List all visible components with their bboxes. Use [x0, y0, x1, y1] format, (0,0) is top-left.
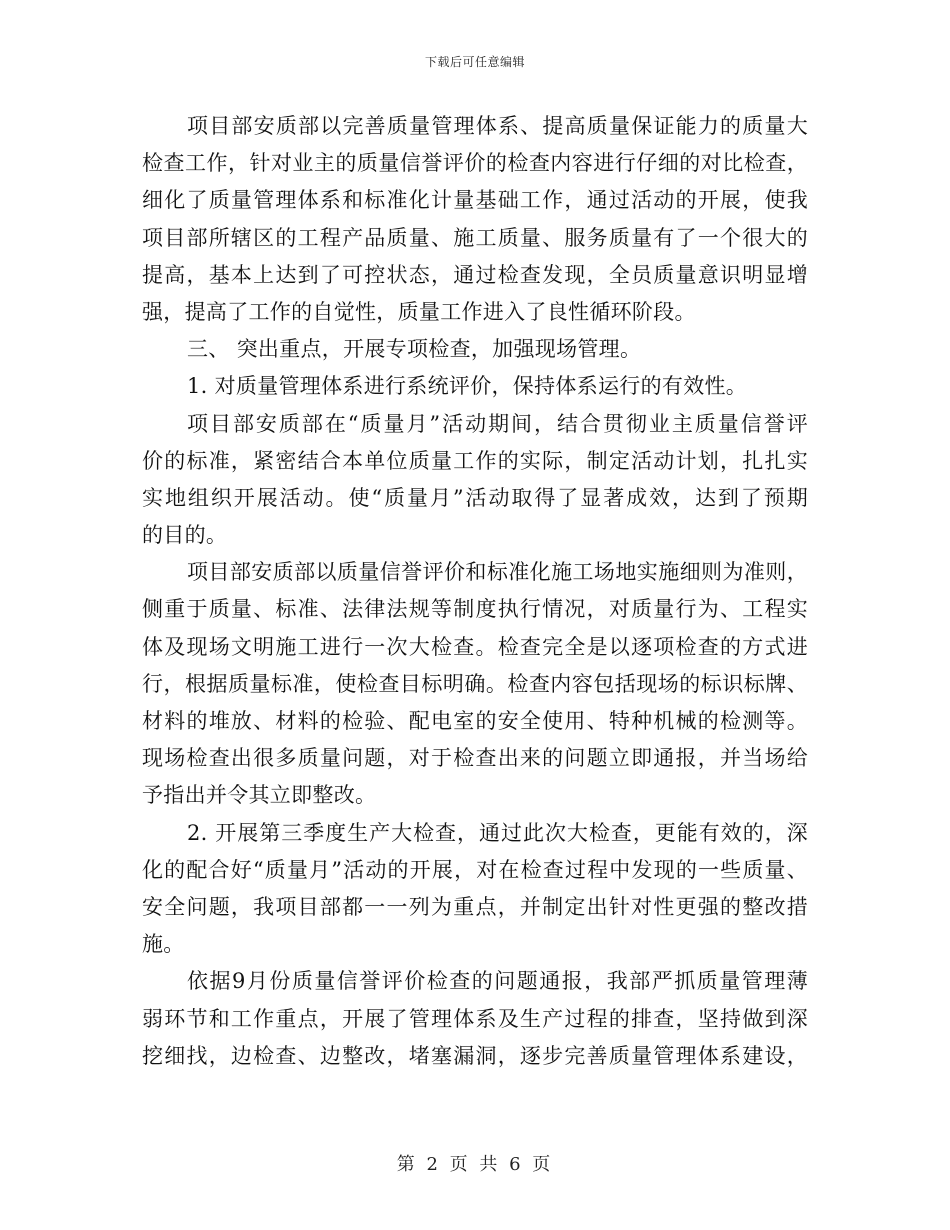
text-line: 实地组织开展活动。使“质量月”活动取得了显著成效，达到了预期 [142, 485, 808, 510]
text-line: 行，根据质量标准，使检查目标明确。检查内容包括现场的标识标牌、 [142, 671, 808, 696]
text-line: 项目部安质部在“质量月”活动期间，结合贯彻业主质量信誉评 [187, 411, 808, 436]
text-line: 项目部安质部以完善质量管理体系、提高质量保证能力的质量大 [187, 114, 808, 138]
text-line: 安全问题，我项目部都一一列为重点，并制定出针对性更强的整改措 [142, 894, 808, 919]
text-line: 项目部安质部以质量信誉评价和标准化施工场地实施细则为准则， [187, 560, 808, 585]
text-line: 化的配合好“质量月”活动的开展，对在检查过程中发现的一些质量、 [142, 857, 808, 882]
text-line: 1. 对质量管理体系进行系统评价，保持体系运行的有效性。 [187, 374, 748, 399]
document-body [142, 108, 808, 1075]
text-line: 项目部所辖区的工程产品质量、施工质量、服务质量有了一个很大的 [142, 225, 808, 250]
text-line: 价的标准，紧密结合本单位质量工作的实际，制定活动计划，扎扎实 [142, 448, 808, 473]
text-line: 检查工作，针对业主的质量信誉评价的检查内容进行仔细的对比检查， [142, 151, 808, 176]
text-line: 2. 开展第三季度生产大检查，通过此次大检查，更能有效的，深 [187, 820, 808, 845]
text-line: 予指出并令其立即整改。 [142, 783, 377, 808]
text-line: 三、 突出重点，开展专项检查，加强现场管理。 [187, 337, 642, 362]
text-line: 细化了质量管理体系和标准化计量基础工作，通过活动的开展，使我 [142, 188, 808, 213]
text-line: 材料的堆放、材料的检验、配电室的安全使用、特种机械的检测等。 [142, 709, 808, 733]
text-line: 弱环节和工作重点，开展了管理体系及生产过程的排查，坚持做到深 [142, 1006, 808, 1031]
text-line: 侧重于质量、标准、法律法规等制度执行情况，对质量行为、工程实 [142, 597, 808, 622]
text-line: 提高，基本上达到了可控状态，通过检查发现，全员质量意识明显增 [142, 262, 808, 287]
text-line: 的目的。 [142, 523, 228, 548]
text-line: 依据9月份质量信誉评价检查的问题通报，我部严抓质量管理薄 [187, 969, 808, 994]
text-line: 挖细找，边检查、边整改，堵塞漏洞，逐步完善质量管理体系建设， [142, 1043, 808, 1068]
text-line: 施。 [142, 932, 185, 957]
page-number-footer: 第 2 页 共 6 页 [396, 1154, 554, 1175]
page-header-note: 下载后可任意编辑 [424, 55, 525, 69]
text-line: 体及现场文明施工进行一次大检查。检查完全是以逐项检查的方式进 [142, 634, 808, 659]
text-line: 强，提高了工作的自觉性，质量工作进入了良性循环阶段。 [142, 299, 696, 324]
text-line: 现场检查出很多质量问题，对于检查出来的问题立即通报，并当场给 [142, 746, 808, 771]
